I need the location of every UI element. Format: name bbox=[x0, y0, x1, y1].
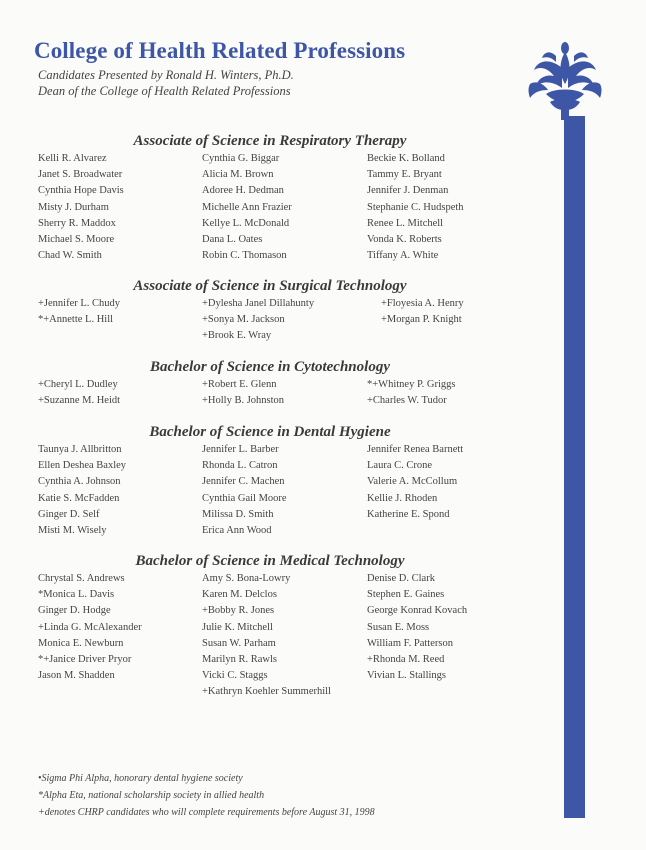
graduate-name: Ellen Deshea Baxley bbox=[38, 460, 127, 472]
graduate-name: Chad W. Smith bbox=[38, 250, 102, 262]
graduate-name: +Charles W. Tudor bbox=[367, 395, 447, 407]
graduate-name: +Holly B. Johnston bbox=[202, 395, 285, 407]
names-column bbox=[202, 377, 284, 409]
names-column bbox=[202, 296, 314, 345]
graduate-name: Ginger D. Self bbox=[38, 508, 100, 520]
graduate-name: Jason M. Shadden bbox=[38, 670, 115, 682]
graduate-name: Julie K. Mitchell bbox=[202, 621, 273, 633]
graduate-name: +Suzanne M. Heidt bbox=[38, 395, 121, 407]
graduate-name: Jennifer Renea Barnett bbox=[367, 444, 464, 455]
section-title-respiratory-therapy: Associate of Science in Respiratory Therapy bbox=[133, 133, 407, 149]
graduate-name: +Brook E. Wray bbox=[202, 330, 272, 342]
names-column bbox=[367, 571, 467, 684]
footnote-chrp-candidates: +denotes CHRP candidates who will complete requirements before August 31, 1998 bbox=[38, 807, 375, 818]
graduate-name: Valerie A. McCollum bbox=[367, 476, 458, 488]
graduate-name: Tammy E. Bryant bbox=[367, 169, 442, 181]
graduate-name: Janet S. Broadwater bbox=[38, 169, 123, 181]
section-title-dental-hygiene: Bachelor of Science in Dental Hygiene bbox=[149, 424, 391, 440]
graduate-name: +Bobby R. Jones bbox=[202, 605, 275, 617]
page-title: College of Health Related Professions bbox=[34, 38, 406, 63]
graduate-name: Vonda K. Roberts bbox=[367, 233, 442, 245]
graduate-name: Sherry R. Maddox bbox=[38, 217, 116, 229]
section-title-cytotechnology: Bachelor of Science in Cytotechnology bbox=[150, 359, 390, 375]
graduate-name: +Cheryl L. Dudley bbox=[38, 379, 118, 390]
graduate-name: Monica E. Newburn bbox=[38, 637, 124, 649]
graduate-name: +Morgan P. Knight bbox=[381, 314, 462, 326]
graduate-name: Cynthia A. Johnson bbox=[38, 476, 121, 488]
graduate-name: Cynthia Gail Moore bbox=[202, 492, 287, 504]
section-title-medical-technology: Bachelor of Science in Medical Technology bbox=[135, 553, 405, 569]
graduate-name: +Dylesha Janel Dillahunty bbox=[202, 298, 315, 309]
graduate-name: Tiffany A. White bbox=[367, 250, 439, 262]
names-column bbox=[367, 151, 464, 264]
graduate-name: +Robert E. Glenn bbox=[202, 379, 277, 390]
graduate-name: *+Annette L. Hill bbox=[38, 314, 114, 326]
graduate-name: Renee L. Mitchell bbox=[367, 217, 444, 229]
graduate-name: Jennifer L. Barber bbox=[202, 444, 279, 455]
footnote-sigma-phi-alpha: •Sigma Phi Alpha, honorary dental hygiene society bbox=[38, 773, 243, 784]
graduate-name: +Floyesia A. Henry bbox=[381, 298, 464, 309]
names-column bbox=[381, 296, 464, 328]
graduate-name: Kellye L. McDonald bbox=[202, 217, 290, 229]
names-column bbox=[38, 571, 142, 684]
graduate-name: Karen M. Delclos bbox=[202, 589, 277, 601]
names-column bbox=[202, 442, 287, 539]
graduate-name: *+Janice Driver Pryor bbox=[38, 653, 132, 665]
graduate-name: Vivian L. Stallings bbox=[367, 670, 446, 682]
graduate-name: Taunya J. Allbritton bbox=[38, 444, 122, 455]
graduate-name: +Kathryn Koehler Summerhill bbox=[202, 686, 331, 698]
presenter-line: Candidates Presented by Ronald H. Winters, Ph.D. bbox=[38, 68, 294, 82]
graduate-name: Amy S. Bona-Lowry bbox=[202, 573, 291, 584]
graduate-name: +Sonya M. Jackson bbox=[202, 314, 285, 326]
graduate-name: Cynthia G. Biggar bbox=[202, 153, 280, 164]
dean-title-line: Dean of the College of Health Related Professions bbox=[38, 84, 291, 98]
graduate-name: Stephanie C. Hudspeth bbox=[367, 201, 464, 213]
footnotes bbox=[38, 770, 375, 821]
graduate-name: Dana L. Oates bbox=[202, 233, 263, 245]
graduate-name: Adoree H. Dedman bbox=[202, 185, 284, 197]
graduate-name: Alicia M. Brown bbox=[202, 169, 274, 181]
graduate-name: Stephen E. Gaines bbox=[367, 589, 445, 601]
graduate-name: Robin C. Thomason bbox=[202, 250, 287, 262]
graduate-name: +Rhonda M. Reed bbox=[367, 653, 445, 665]
graduate-name: Rhonda L. Catron bbox=[202, 460, 278, 472]
graduate-name: Katherine E. Spond bbox=[367, 508, 450, 520]
graduate-name: Kellie J. Rhoden bbox=[367, 492, 438, 504]
graduate-name: Jennifer J. Denman bbox=[367, 185, 449, 197]
decorative-vertical-bar bbox=[564, 116, 585, 818]
graduate-name: *Monica L. Davis bbox=[38, 589, 115, 601]
names-column bbox=[38, 377, 120, 409]
graduate-name: Ginger D. Hodge bbox=[38, 605, 111, 617]
graduate-name: +Linda G. McAlexander bbox=[38, 621, 142, 633]
names-column bbox=[367, 377, 455, 409]
names-column bbox=[202, 151, 292, 264]
graduate-name: Kelli R. Alvarez bbox=[38, 153, 107, 164]
names-column bbox=[38, 296, 120, 328]
graduate-name: Laura C. Crone bbox=[367, 460, 433, 472]
graduate-name: Misti M. Wisely bbox=[38, 524, 107, 536]
graduate-name: Susan W. Parham bbox=[202, 637, 276, 649]
graduate-name: *+Whitney P. Griggs bbox=[367, 379, 456, 390]
graduate-name: Milissa D. Smith bbox=[202, 508, 274, 520]
fleur-ornament-icon bbox=[526, 40, 604, 120]
graduate-name: Cynthia Hope Davis bbox=[38, 185, 124, 197]
graduate-name: Denise D. Clark bbox=[367, 573, 435, 584]
graduate-name: Jennifer C. Machen bbox=[202, 476, 285, 488]
footnote-alpha-eta: *Alpha Eta, national scholarship society in allied health bbox=[38, 790, 265, 801]
graduate-name: Beckie K. Bolland bbox=[367, 153, 445, 164]
graduate-name: Vicki C. Staggs bbox=[202, 670, 268, 682]
section-title-surgical-technology: Associate of Science in Surgical Technology bbox=[133, 278, 407, 294]
graduate-name: Misty J. Durham bbox=[38, 201, 109, 213]
graduate-name: Michael S. Moore bbox=[38, 233, 115, 245]
names-column bbox=[367, 442, 463, 523]
names-column bbox=[38, 151, 124, 264]
graduate-name: Michelle Ann Frazier bbox=[202, 201, 292, 213]
graduate-name: George Konrad Kovach bbox=[367, 605, 468, 617]
graduate-name: William F. Patterson bbox=[367, 637, 453, 649]
graduate-name: Katie S. McFadden bbox=[38, 492, 120, 504]
graduate-name: Chrystal S. Andrews bbox=[38, 573, 125, 584]
graduate-name: Marilyn R. Rawls bbox=[202, 653, 277, 665]
names-column bbox=[38, 442, 126, 539]
graduate-name: Erica Ann Wood bbox=[202, 524, 272, 536]
names-column bbox=[202, 571, 331, 701]
graduate-name: Susan E. Moss bbox=[367, 621, 430, 633]
graduate-name: +Jennifer L. Chudy bbox=[38, 298, 121, 309]
